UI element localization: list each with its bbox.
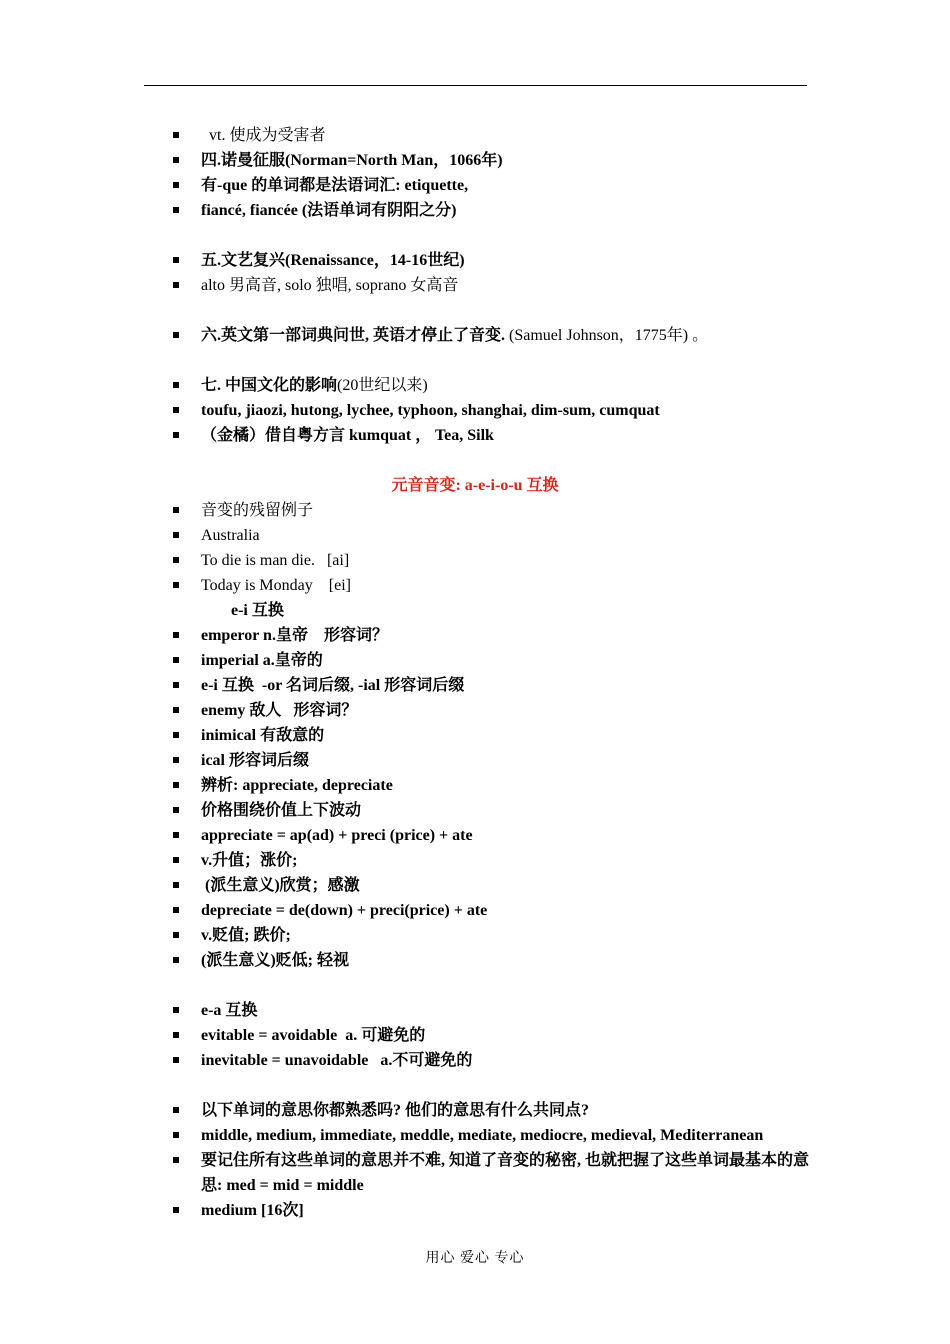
spacer <box>0 298 950 323</box>
list-item <box>0 273 950 298</box>
bullet-icon <box>173 582 179 588</box>
bullet-icon <box>173 957 179 963</box>
list-item-text: （金橘）借自粤方言 kumquat ， Tea, Silk <box>201 427 494 444</box>
bullet-icon <box>173 332 179 338</box>
bullet-icon <box>173 707 179 713</box>
list-item <box>0 573 950 598</box>
list-item <box>0 923 950 948</box>
list-item-text: evitable = avoidable a. 可避免的 <box>201 1027 426 1044</box>
bullet-icon <box>173 732 179 738</box>
list-item-text: emperor n.皇帝 形容词？ <box>201 627 388 644</box>
bullet-icon <box>173 632 179 638</box>
bullet-icon <box>173 382 179 388</box>
bullet-icon <box>173 282 179 288</box>
bullet-icon <box>173 1007 179 1013</box>
list-item-text: e-i 互换 -or 名词后缀, -ial 形容词后缀 <box>201 677 465 694</box>
list-item-text: 价格围绕价值上下波动 <box>201 802 362 819</box>
list-item <box>0 823 950 848</box>
list-item-text: inevitable = unavoidable a.不可避免的 <box>201 1052 473 1069</box>
list-item-text: medium [16次] <box>201 1202 304 1219</box>
subheading-text: e-i 互换 <box>231 602 284 619</box>
list-item-text: inimical 有敌意的 <box>201 727 325 744</box>
bullet-icon <box>173 207 179 213</box>
list-item-text: 辨析: appreciate, depreciate <box>201 777 393 794</box>
list-item-text: Today is Monday [ei] <box>201 577 351 594</box>
list-item <box>0 748 950 773</box>
bullet-icon <box>173 1032 179 1038</box>
list-item-text: Australia <box>201 527 260 544</box>
list-item-text: v.升值；涨价; <box>201 852 298 869</box>
list-item <box>0 798 950 823</box>
bullet-icon <box>173 1207 179 1213</box>
list-item <box>0 1098 950 1123</box>
bullet-icon <box>173 257 179 263</box>
list-item <box>0 323 950 348</box>
list-item-text: (派生意义)欣赏；感激 <box>201 877 360 894</box>
list-item-text: fiancé, fiancée (法语单词有阴阳之分) <box>201 202 457 219</box>
spacer <box>0 348 950 373</box>
list-item <box>0 1048 950 1073</box>
list-item <box>0 1023 950 1048</box>
list-item <box>0 648 950 673</box>
header-rule <box>144 85 807 86</box>
list-item <box>0 173 950 198</box>
list-item-text: middle, medium, immediate, meddle, mediate, mediocre, medieval, Mediterranean <box>201 1127 764 1144</box>
bullet-icon <box>173 657 179 663</box>
section-heading-renaissance: 五.文艺复兴(Renaissance，14-16世纪) <box>201 252 465 269</box>
list-item-text: (20世纪以来) <box>337 377 428 394</box>
bullet-icon <box>173 432 179 438</box>
list-item <box>0 873 950 898</box>
bullet-icon <box>173 557 179 563</box>
bullet-icon <box>173 882 179 888</box>
bullet-icon <box>173 1057 179 1063</box>
bullet-icon <box>173 157 179 163</box>
list-item-text: ical 形容词后缀 <box>201 752 309 769</box>
subheading <box>0 598 950 623</box>
bullet-icon <box>173 782 179 788</box>
section-heading-dictionary: 六.英文第一部词典问世, 英语才停止了音变. <box>201 327 506 344</box>
list-item-text: appreciate = ap(ad) + preci (price) + ate <box>201 827 473 844</box>
document-body <box>0 123 950 1223</box>
bullet-icon <box>173 1132 179 1138</box>
list-item <box>0 623 950 648</box>
list-item <box>0 248 950 273</box>
bullet-icon <box>173 507 179 513</box>
list-item <box>0 723 950 748</box>
list-item-text: (Samuel Johnson，1775年) 。 <box>505 327 709 344</box>
list-item <box>0 698 950 723</box>
list-item-text: vt. 使成为受害者 <box>209 127 326 144</box>
list-item <box>0 123 950 148</box>
vowel-heading <box>0 473 950 498</box>
bullet-icon <box>173 682 179 688</box>
list-item <box>0 148 950 173</box>
bullet-icon <box>173 407 179 413</box>
bullet-icon <box>173 907 179 913</box>
bullet-icon <box>173 532 179 538</box>
list-item-text: depreciate = de(down) + preci(price) + ate <box>201 902 488 919</box>
spacer <box>0 448 950 473</box>
bullet-icon <box>173 1157 179 1163</box>
vowel-heading-text: 元音音变: a-e-i-o-u 互换 <box>391 477 559 494</box>
list-item <box>0 898 950 923</box>
list-item <box>0 498 950 523</box>
list-item <box>0 1198 950 1223</box>
list-item <box>0 373 950 398</box>
section-heading-norman: 四.诺曼征服(Norman=North Man，1066年) <box>201 152 503 169</box>
list-item-text: alto 男高音, solo 独唱, soprano 女高音 <box>201 277 459 294</box>
list-item <box>0 673 950 698</box>
bullet-icon <box>173 182 179 188</box>
spacer <box>0 223 950 248</box>
list-item <box>0 198 950 223</box>
list-item <box>0 523 950 548</box>
bullet-icon <box>173 757 179 763</box>
list-item-text: v.贬值; 跌价; <box>201 927 291 944</box>
list-item-text: 以下单词的意思你都熟悉吗? 他们的意思有什么共同点? <box>201 1102 590 1119</box>
list-item <box>0 398 950 423</box>
list-item-text: 音变的残留例子 <box>201 502 314 519</box>
bullet-icon <box>173 807 179 813</box>
list-item-text: imperial a.皇帝的 <box>201 652 323 669</box>
bullet-icon <box>173 832 179 838</box>
list-item-text: toufu, jiaozi, hutong, lychee, typhoon, shanghai, dim-sum, cumquat <box>201 402 660 419</box>
list-item-text: 要记住所有这些单词的意思并不难, 知道了音变的秘密, 也就把握了这些单词最基本的意思: med = mid = middle <box>201 1152 810 1194</box>
bullet-icon <box>173 132 179 138</box>
bullet-icon <box>173 857 179 863</box>
list-item <box>0 423 950 448</box>
spacer <box>0 1073 950 1098</box>
list-item-text: enemy 敌人 形容词？ <box>201 702 358 719</box>
list-item-text: 有-que 的单词都是法语词汇: etiquette, <box>201 177 469 194</box>
page-footer: 用心 爱心 专心 <box>425 1251 525 1266</box>
bullet-icon <box>173 932 179 938</box>
list-item <box>0 948 950 973</box>
bullet-icon <box>173 1107 179 1113</box>
list-item <box>0 548 950 573</box>
list-item <box>0 848 950 873</box>
list-item <box>0 1123 950 1148</box>
list-item-text: (派生意义)贬低; 轻视 <box>201 952 349 969</box>
list-item-text: e-a 互换 <box>201 1002 258 1019</box>
list-item <box>0 773 950 798</box>
list-item <box>0 1148 950 1198</box>
list-item <box>0 998 950 1023</box>
spacer <box>0 973 950 998</box>
section-heading-chinese: 七. 中国文化的影响 <box>201 377 338 394</box>
list-item-text: To die is man die. [ai] <box>201 552 350 569</box>
